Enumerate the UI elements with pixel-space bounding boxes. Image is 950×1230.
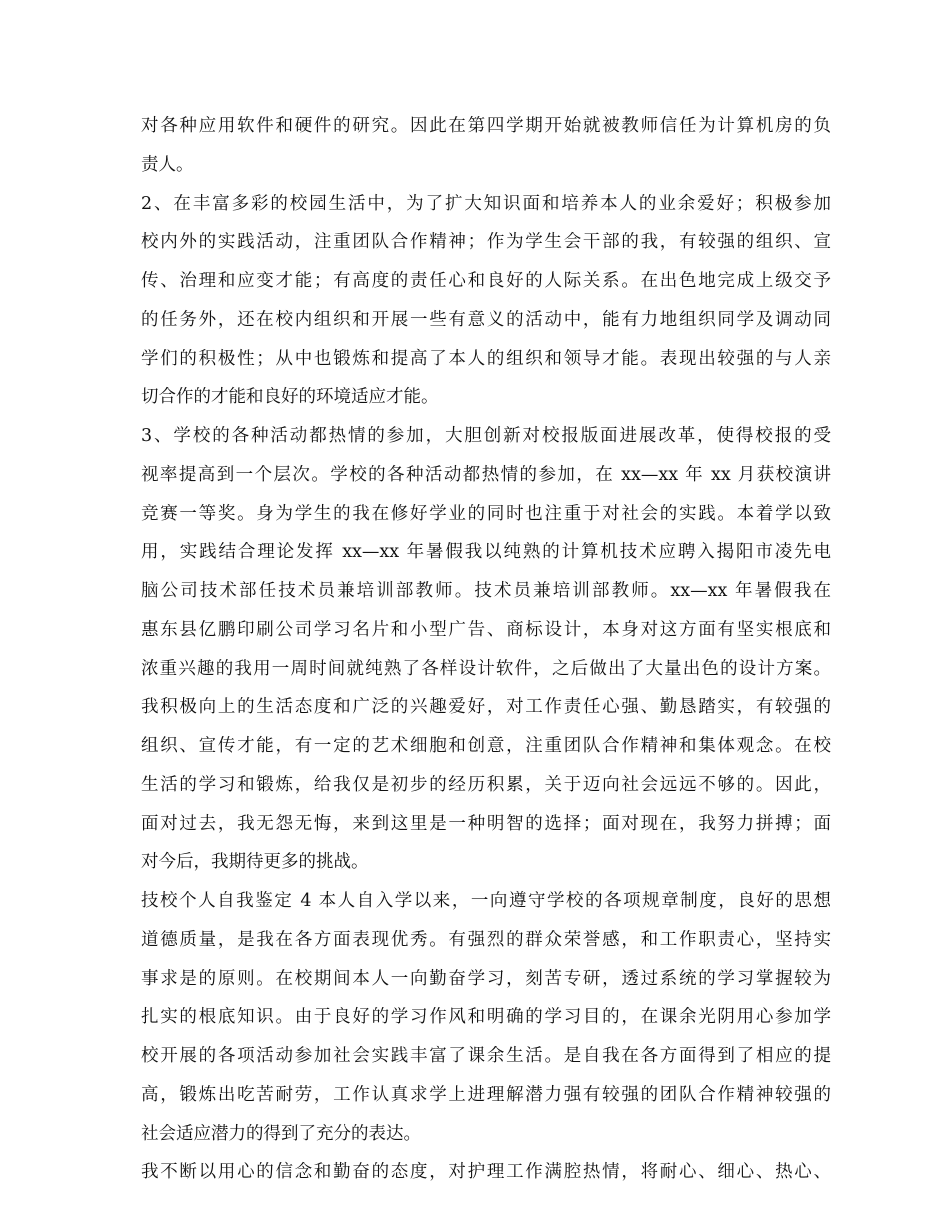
body-text — [141, 107, 831, 1192]
text-line: 2、在丰富多彩的校园生活中，为了扩大知识面和培养本人的业余爱好；积极参加 — [141, 193, 831, 214]
text-line: 责人。 — [141, 154, 194, 175]
text-line: 技校个人自我鉴定 4 本人自入学以来，一向遵守学校的各项规章制度，良好的思想 — [141, 891, 831, 911]
text-line: 竞赛一等奖。身为学生的我在修好学业的同时也注重于对社会的实践。本着学以致 — [141, 503, 831, 524]
text-line: 学们的积极性；从中也锻炼和提高了本人的组织和领导才能。表现出较强的与人亲 — [141, 348, 831, 369]
text-line: 脑公司技术部任技术员兼培训部教师。技术员兼培训部教师。xx—xx 年暑假我在 — [141, 581, 831, 601]
text-line: 面对过去，我无怨无悔，来到这里是一种明智的选择；面对现在，我努力拼搏；面 — [141, 813, 831, 834]
text-line: 浓重兴趣的我用一周时间就纯熟了各样设计软件，之后做出了大量出色的设计方案。 — [141, 658, 831, 679]
text-line: 组织、宣传才能，有一定的艺术细胞和创意，注重团队合作精神和集体观念。在校 — [141, 736, 831, 756]
text-line: 对今后，我期待更多的挑战。 — [141, 852, 369, 873]
text-line: 道德质量，是我在各方面表现优秀。有强烈的群众荣誉感，和工作职责心，坚持实 — [141, 929, 831, 950]
text-line: 扎实的根底知识。由于良好的学习作风和明确的学习目的，在课余光阴用心参加学 — [141, 1007, 831, 1028]
text-line: 对各种应用软件和硬件的研究。因此在第四学期开始就被教师信任为计算机房的负 — [141, 116, 831, 136]
text-line: 我不断以用心的信念和勤奋的态度，对护理工作满腔热情，将耐心、细心、热心、 — [141, 1162, 831, 1183]
text-line: 传、治理和应变才能；有高度的责任心和良好的人际关系。在出色地完成上级交予 — [141, 271, 831, 291]
text-line: 我积极向上的生活态度和广泛的兴趣爱好，对工作责任心强、勤恳踏实，有较强的 — [141, 697, 831, 718]
text-line: 惠东县亿鹏印刷公司学习名片和小型广告、商标设计，本身对这方面有坚实根底和 — [141, 619, 831, 640]
text-line: 用，实践结合理论发挥 xx—xx 年暑假我以纯熟的计算机技术应聘入揭阳市凌先电 — [141, 542, 831, 563]
text-line: 事求是的原则。在校期间本人一向勤奋学习，刻苦专研，透过系统的学习掌握较为 — [141, 968, 831, 989]
text-line: 的任务外，还在校内组织和开展一些有意义的活动中，能有力地组织同学及调动同 — [141, 309, 831, 330]
text-line: 校内外的实践活动，注重团队合作精神；作为学生会干部的我，有较强的组织、宣 — [141, 232, 831, 253]
text-line: 3、学校的各种活动都热情的参加，大胆创新对校报版面进展改革，使得校报的受 — [141, 426, 831, 446]
text-line: 生活的学习和锻炼，给我仅是初步的经历积累，关于迈向社会远远不够的。因此， — [141, 774, 831, 795]
text-line: 切合作的才能和良好的环境适应才能。 — [141, 387, 439, 408]
text-line: 校开展的各项活动参加社会实践丰富了课余生活。是自我在各方面得到了相应的提 — [141, 1046, 831, 1066]
text-line: 高，锻炼出吃苦耐劳，工作认真求学上进理解潜力强有较强的团队合作精神较强的 — [141, 1084, 831, 1105]
text-line: 社会适应潜力的得到了充分的表达。 — [141, 1123, 421, 1144]
text-line: 视率提高到一个层次。学校的各种活动都热情的参加，在 xx—xx 年 xx 月获校演讲 — [141, 464, 831, 485]
